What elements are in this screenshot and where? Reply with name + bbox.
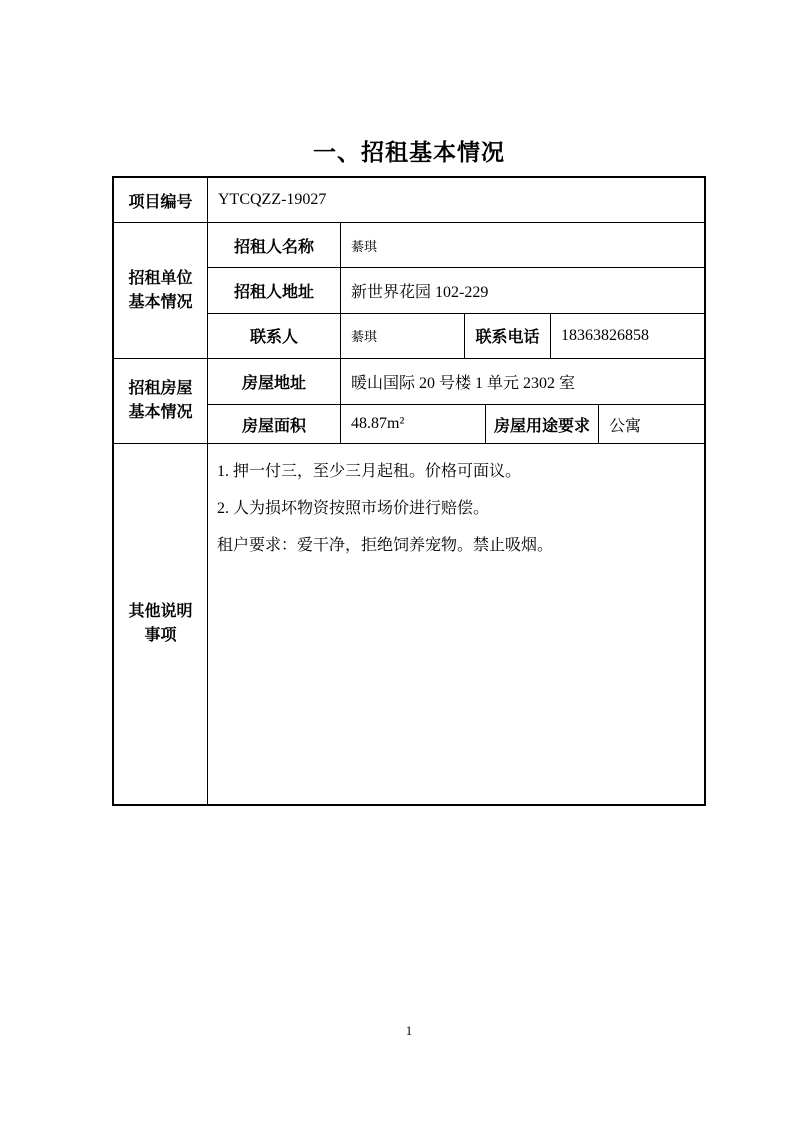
contact-phone-label: 联系电话	[464, 314, 550, 358]
row-house-address	[208, 359, 704, 404]
contact-person-label: 联系人	[249, 329, 298, 347]
house-area-label: 房屋面积	[241, 417, 306, 435]
section-rental-house	[114, 358, 704, 443]
rental-house-rows	[207, 359, 704, 443]
lessor-address-label: 招租人地址	[233, 283, 314, 301]
lessor-address-value: 新世界花园 102-229	[340, 268, 704, 312]
row-contact	[208, 313, 704, 358]
page-number: 1	[405, 1023, 413, 1038]
house-use-value: 公寓	[598, 405, 704, 443]
row-house-area	[208, 404, 704, 443]
rental-unit-section-label-text: 招租单位基本情况	[128, 269, 193, 311]
rental-info-table	[112, 176, 706, 806]
house-area-value: 48.87m²	[340, 405, 485, 443]
section-rental-unit	[114, 222, 704, 358]
note-line-2: 2. 人为损坏物资按照市场价进行赔偿。	[217, 500, 490, 517]
project-number-value: YTCQZZ-19027	[207, 178, 704, 222]
row-lessor-address	[208, 267, 704, 312]
contact-person-value: 綦琪	[340, 314, 464, 358]
rental-unit-rows	[207, 223, 704, 358]
contact-phone-value: 18363826858	[550, 314, 704, 358]
note-line-1: 1. 押一付三，至少三月起租。价格可面议。	[217, 463, 522, 480]
lessor-name-value: 綦琪	[340, 223, 704, 267]
rental-house-section-label-text: 招租房屋基本情况	[128, 380, 193, 421]
house-use-label: 房屋用途要求	[485, 405, 598, 443]
other-notes-content	[207, 444, 704, 804]
rental-unit-section-label	[114, 223, 207, 358]
section-other-notes	[114, 443, 704, 804]
lessor-name-label: 招租人名称	[233, 238, 314, 256]
house-address-label: 房屋地址	[241, 375, 306, 392]
rental-house-section-label	[114, 359, 207, 443]
other-notes-section-label-text: 其他说明事项	[128, 603, 193, 644]
row-project-number	[114, 178, 704, 222]
house-address-value: 暖山国际 20 号楼 1 单元 2302 室	[340, 359, 704, 404]
note-line-3: 租户要求：爱干净，拒绝饲养宠物。禁止吸烟。	[217, 537, 554, 554]
row-lessor-name	[208, 223, 704, 267]
project-number-label: 项目编号	[128, 193, 193, 211]
other-notes-section-label	[114, 444, 207, 804]
page-title: 一、招租基本情况	[313, 140, 505, 165]
